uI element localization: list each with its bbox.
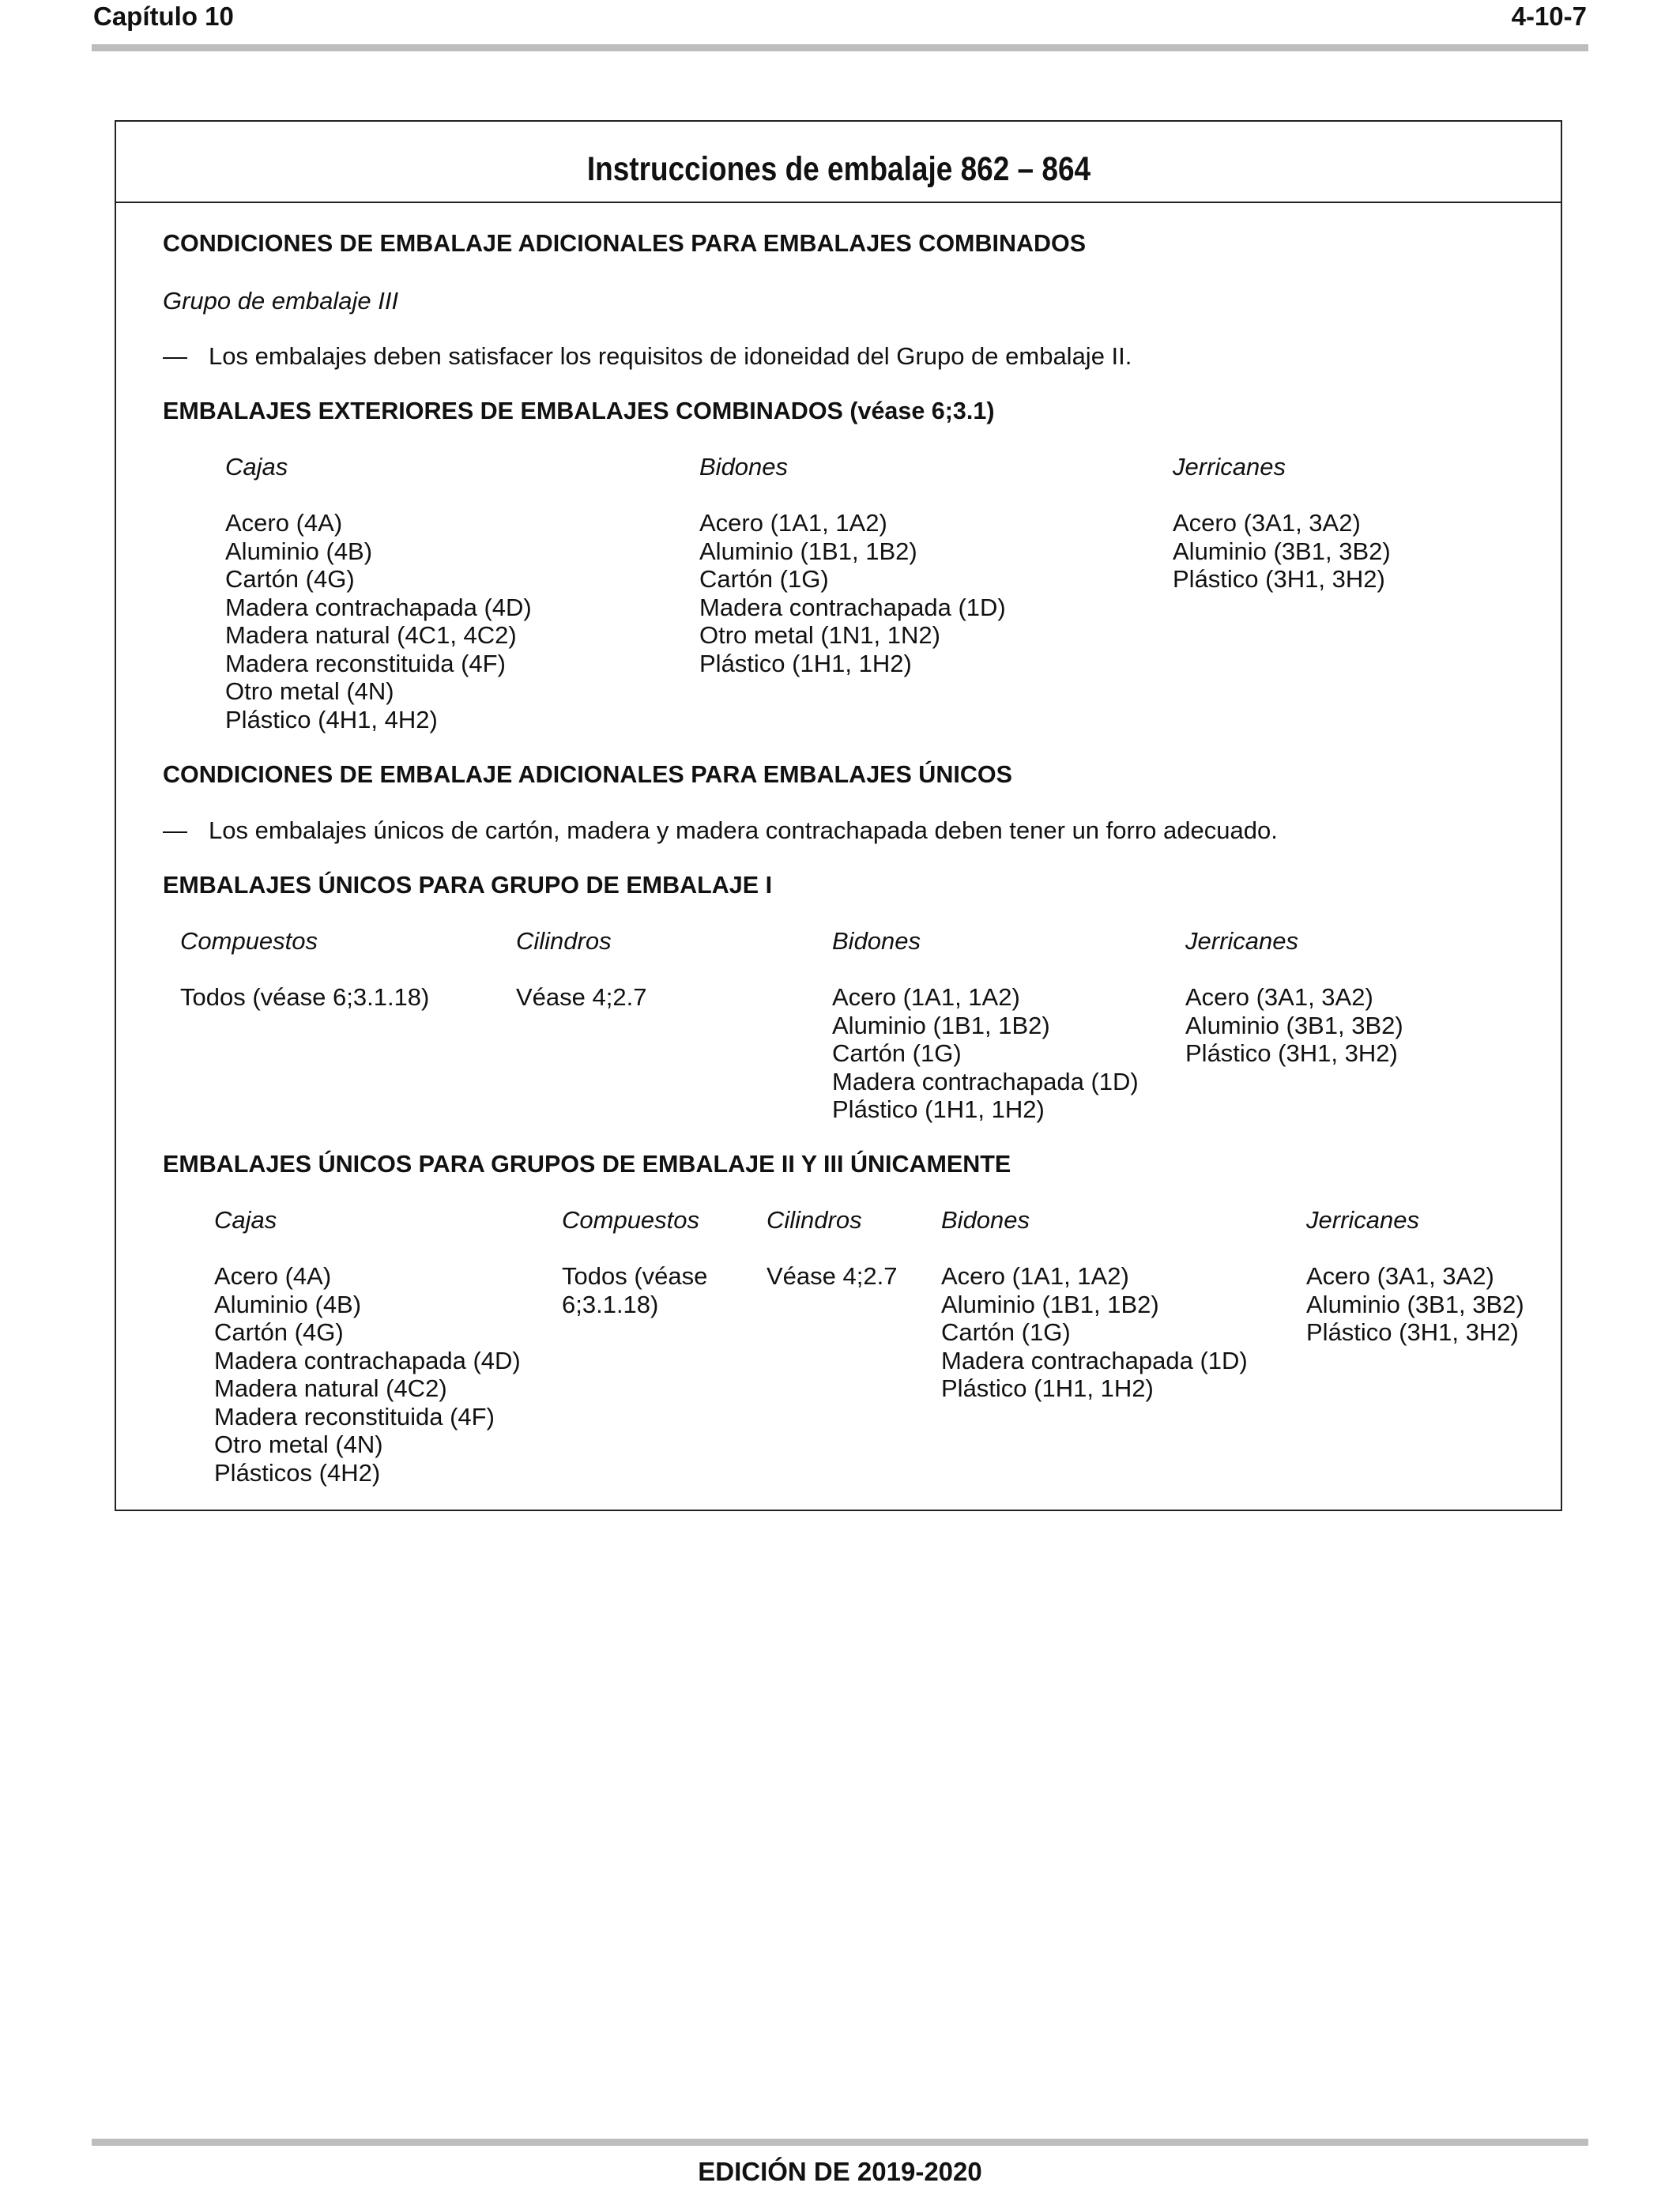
section3-heading: CONDICIONES DE EMBALAJE ADICIONALES PARA EMBALAJES ÚNICOS bbox=[163, 761, 1012, 788]
chapter-label: Capítulo 10 bbox=[93, 2, 234, 31]
list-item: Madera natural (4C2) bbox=[214, 1374, 447, 1402]
list-item: Plástico (3H1, 3H2) bbox=[1306, 1318, 1519, 1346]
column-header: Cilindros bbox=[767, 1206, 862, 1234]
section5-col-bidones bbox=[941, 1206, 1248, 1403]
footer-rule bbox=[92, 2139, 1588, 2146]
list-item: Aluminio (1B1, 1B2) bbox=[699, 537, 917, 565]
section1-heading: CONDICIONES DE EMBALAJE ADICIONALES PARA EMBALAJES COMBINADOS bbox=[163, 230, 1087, 257]
section2-col-jerricanes bbox=[1173, 453, 1391, 594]
column-header: Jerricanes bbox=[1185, 927, 1298, 955]
list-item: Plástico (1H1, 1H2) bbox=[832, 1095, 1045, 1123]
list-item: Acero (3A1, 3A2) bbox=[1306, 1262, 1494, 1290]
list-item: Aluminio (3B1, 3B2) bbox=[1185, 1011, 1403, 1039]
list-item: Madera contrachapada (4D) bbox=[214, 1346, 521, 1374]
section2-heading: EMBALAJES EXTERIORES DE EMBALAJES COMBINADOS (véase 6;3.1) bbox=[163, 398, 995, 424]
list-item: Plásticos (4H2) bbox=[214, 1458, 381, 1487]
section2-col-cajas bbox=[225, 453, 532, 733]
list-item: Plástico (3H1, 3H2) bbox=[1173, 565, 1385, 593]
box-title: Instrucciones de embalaje 862 – 864 bbox=[586, 150, 1090, 188]
list-item: Cartón (1G) bbox=[832, 1039, 962, 1067]
column-header: Compuestos bbox=[562, 1206, 700, 1234]
list-item: Madera reconstituida (4F) bbox=[225, 649, 506, 677]
list-item: Aluminio (1B1, 1B2) bbox=[941, 1290, 1159, 1318]
list-item: Todos (véase bbox=[562, 1262, 708, 1290]
list-item: Plástico (4H1, 4H2) bbox=[225, 705, 438, 733]
section5-heading: EMBALAJES ÚNICOS PARA GRUPOS DE EMBALAJE II Y III ÚNICAMENTE bbox=[163, 1151, 1011, 1178]
list-item: Acero (1A1, 1A2) bbox=[941, 1262, 1129, 1290]
list-item: Madera contrachapada (1D) bbox=[699, 593, 1006, 621]
em-dash: — bbox=[163, 816, 187, 844]
list-item: Acero (3A1, 3A2) bbox=[1185, 983, 1373, 1011]
page-number: 4-10-7 bbox=[1511, 2, 1587, 31]
section4-heading: EMBALAJES ÚNICOS PARA GRUPO DE EMBALAJE I bbox=[163, 872, 773, 899]
list-item: Acero (4A) bbox=[214, 1262, 332, 1290]
list-item: Véase 4;2.7 bbox=[767, 1262, 898, 1290]
list-item: Todos (véase 6;3.1.18) bbox=[180, 983, 430, 1011]
section3-note-text: Los embalajes únicos de cartón, madera y madera contrachapada deben tener un forro adecuado. bbox=[209, 816, 1278, 844]
list-item: Otro metal (4N) bbox=[225, 677, 394, 705]
packing-instruction-box bbox=[115, 120, 1562, 1511]
column-header: Compuestos bbox=[180, 927, 318, 955]
em-dash: — bbox=[163, 342, 187, 370]
list-item: Madera contrachapada (1D) bbox=[832, 1067, 1139, 1095]
section1-note-text: Los embalajes deben satisfacer los requisitos de idoneidad del Grupo de embalaje II. bbox=[209, 342, 1132, 370]
list-item: Madera reconstituida (4F) bbox=[214, 1402, 495, 1431]
list-item: Otro metal (4N) bbox=[214, 1431, 383, 1458]
section4-col-compuestos bbox=[180, 927, 429, 1012]
section3-note bbox=[163, 816, 1278, 845]
column-header: Bidones bbox=[832, 927, 921, 955]
section4-col-jerricanes bbox=[1185, 927, 1403, 1068]
section5-col-jerricanes bbox=[1306, 1206, 1524, 1347]
section5-col-compuestos bbox=[562, 1206, 707, 1318]
list-item: Cartón (1G) bbox=[699, 565, 829, 593]
list-item: Aluminio (4B) bbox=[225, 537, 373, 565]
list-item: Madera contrachapada (1D) bbox=[941, 1346, 1248, 1374]
section1-subheading: Grupo de embalaje III bbox=[163, 287, 399, 315]
list-item: Plástico (1H1, 1H2) bbox=[941, 1374, 1154, 1402]
section4-col-bidones bbox=[832, 927, 1139, 1124]
title-bar bbox=[116, 122, 1561, 203]
section5-col-cilindros bbox=[767, 1206, 897, 1291]
list-item: Véase 4;2.7 bbox=[516, 983, 647, 1011]
column-header: Bidones bbox=[699, 453, 789, 481]
column-header: Bidones bbox=[941, 1206, 1030, 1234]
list-item: Cartón (1G) bbox=[941, 1318, 1071, 1346]
list-item: Plástico (3H1, 3H2) bbox=[1185, 1039, 1398, 1067]
list-item: Acero (4A) bbox=[225, 509, 343, 537]
list-item: Acero (1A1, 1A2) bbox=[832, 983, 1020, 1011]
column-header: Jerricanes bbox=[1306, 1206, 1419, 1234]
section5-col-cajas bbox=[214, 1206, 521, 1487]
list-item: Madera natural (4C1, 4C2) bbox=[225, 621, 517, 649]
list-item: Acero (1A1, 1A2) bbox=[699, 509, 887, 537]
list-item: Otro metal (1N1, 1N2) bbox=[699, 621, 940, 649]
column-header: Cilindros bbox=[516, 927, 612, 955]
column-header: Jerricanes bbox=[1173, 453, 1286, 481]
list-item: Aluminio (4B) bbox=[214, 1290, 362, 1318]
column-header: Cajas bbox=[214, 1206, 277, 1234]
list-item: Cartón (4G) bbox=[214, 1318, 344, 1346]
section4-col-cilindros bbox=[516, 927, 646, 1012]
section2-col-bidones bbox=[699, 453, 1006, 677]
list-item: Plástico (1H1, 1H2) bbox=[699, 649, 912, 677]
edition-footer: EDICIÓN DE 2019-2020 bbox=[698, 2157, 982, 2186]
section1-note bbox=[163, 342, 1132, 371]
list-item: Acero (3A1, 3A2) bbox=[1173, 509, 1361, 537]
list-item: Madera contrachapada (4D) bbox=[225, 593, 532, 621]
list-item: Aluminio (3B1, 3B2) bbox=[1306, 1290, 1524, 1318]
list-item: Cartón (4G) bbox=[225, 565, 355, 593]
header-rule bbox=[92, 44, 1588, 51]
list-item: Aluminio (3B1, 3B2) bbox=[1173, 537, 1391, 565]
column-header: Cajas bbox=[225, 453, 288, 481]
list-item: 6;3.1.18) bbox=[562, 1290, 659, 1318]
list-item: Aluminio (1B1, 1B2) bbox=[832, 1011, 1050, 1039]
